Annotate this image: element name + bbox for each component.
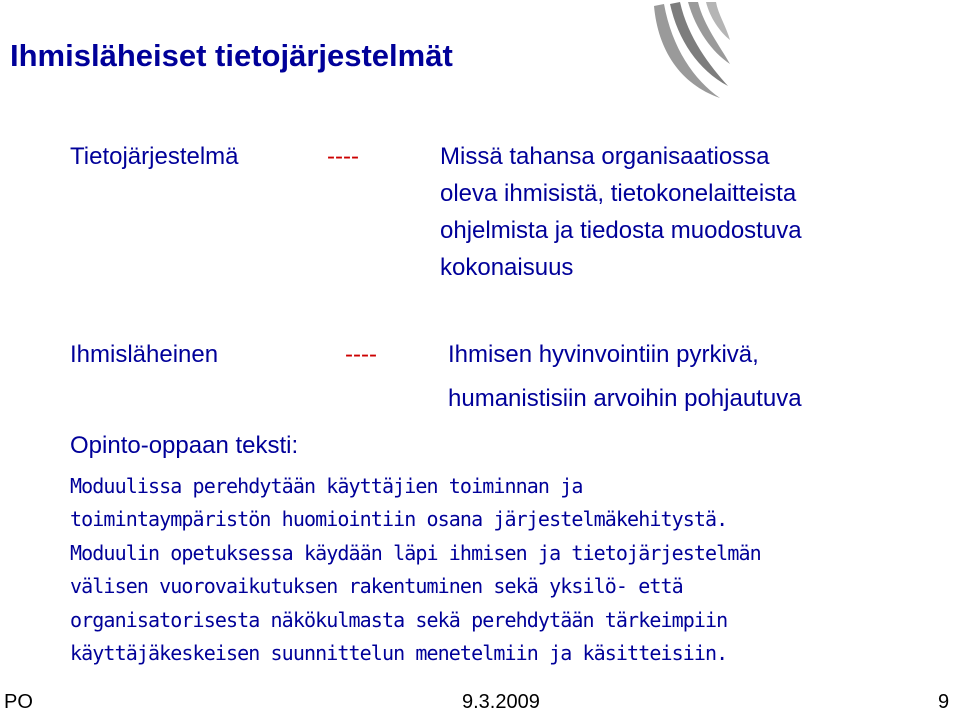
term-separator: ----: [345, 341, 377, 368]
course-line: välisen vuorovaikutuksen rakentuminen sekä yksilö- että: [70, 574, 683, 599]
course-text-label: Opinto-oppaan teksti:: [70, 432, 299, 459]
slide-title: Ihmisläheiset tietojärjestelmät: [10, 38, 453, 73]
course-line: toimintaympäristön huomiointiin osana järjestelmäkehitystä.: [70, 507, 728, 532]
term-ihmislaheinen: Ihmisläheinen: [70, 341, 219, 368]
definition-ihmislaheinen: [448, 336, 802, 417]
course-line: Moduulissa perehdytään käyttäjien toiminnan ja: [70, 474, 583, 498]
course-description: [70, 470, 761, 670]
university-logo-icon: [650, 0, 732, 102]
definition-tietojarjestelma: [440, 138, 802, 286]
footer-date: 9.3.2009: [462, 691, 540, 713]
definition-line: humanistisiin arvoihin pohjautuva: [448, 385, 802, 412]
definition-line: oleva ihmisistä, tietokonelaitteista: [440, 180, 797, 207]
term-separator: ----: [327, 143, 359, 170]
course-line: organisatorisesta näkökulmasta sekä perehdytään tärkeimpiin: [70, 607, 728, 632]
footer-author: PO: [4, 691, 33, 713]
footer-page-number: 9: [938, 691, 950, 713]
definition-line: kokonaisuus: [440, 254, 574, 281]
course-line: Moduulin opetuksessa käydään läpi ihmisen ja tietojärjestelmän: [70, 540, 761, 565]
definition-line: ohjelmista ja tiedosta muodostuva: [440, 217, 802, 244]
definition-line: Ihmisen hyvinvointiin pyrkivä,: [448, 341, 759, 368]
term-tietojarjestelma: Tietojärjestelmä: [70, 143, 239, 170]
course-line: käyttäjäkeskeisen suunnittelun menetelmiin ja käsitteisiin.: [70, 641, 728, 666]
definition-line: Missä tahansa organisaatiossa: [440, 143, 770, 170]
